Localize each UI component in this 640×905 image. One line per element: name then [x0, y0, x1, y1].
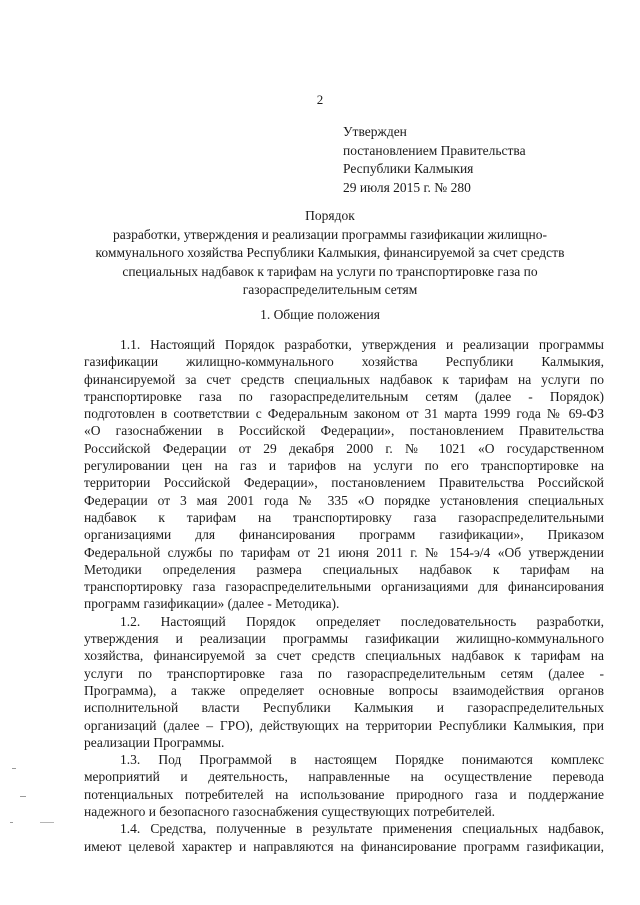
paragraph-1-1 [84, 336, 604, 613]
scan-speck [10, 822, 13, 823]
text-line: потенциальных потребителей на использование природного газа и поддержание [84, 786, 604, 802]
title-heading: Порядок [305, 208, 355, 223]
title-line: разработки, утверждения и реализации программы газификации жилищно- [113, 226, 547, 242]
text-line: имеют целевой характер и направляются на финансирование программ газификации, [84, 838, 604, 854]
approval-date-line: 29 июля 2015 г. № 280 [343, 179, 471, 195]
title-line: коммунального хозяйства Республики Калмыкия, финансируемой за счет средств [95, 245, 565, 260]
title-line: специальных надбавок к тарифам на услуги по транспортировке газа по [122, 263, 538, 279]
text-line: 1.4. Средства, полученные в результате применения специальных надбавок, [120, 821, 604, 837]
text-line: хозяйства, финансируемой за счет средств специальных надбавок к тарифам на [84, 648, 604, 664]
text-line: утверждения и реализации программы газификации жилищно-коммунального [84, 631, 604, 647]
text-line: исполнительной власти Республики Калмыкия и газораспределительных [84, 700, 604, 716]
scan-margin-marks [0, 760, 70, 850]
scan-speck [20, 796, 26, 797]
text-line: «О газоснабжении в Российской Федерации», постановлением Правительства [84, 423, 604, 439]
approval-line: Республики Калмыкия [343, 161, 474, 176]
scan-speck [40, 822, 54, 823]
text-line: организациями для финансирования программ газификации», Приказом [84, 527, 604, 543]
text-line: газификации жилищно-коммунального хозяйства Республики Калмыкия, [84, 354, 604, 370]
approval-block [343, 123, 526, 197]
text-line: Федеральной службы по тарифам от 21 июня 2011 г. № 154-э/4 «Об утверждении [84, 544, 604, 560]
text-line: Программа), а также определяет основные вопросы взаимодействия органов [84, 682, 604, 698]
page-number: 2 [316, 92, 324, 107]
text-line: 1.1. Настоящий Порядок разработки, утверждения и реализации программы [120, 337, 604, 352]
title-line: газораспределительным сетям [242, 282, 418, 297]
text-line: 1.2. Настоящий Порядок определяет последовательность разработки, [120, 613, 604, 629]
text-line: Российской Федерации от 29 декабря 2000 г. № 1021 «О государственном [84, 440, 604, 456]
scan-speck [12, 768, 16, 769]
text-line: территории Российской Федерации», постановлением Правительства Российской [84, 475, 604, 491]
section-heading: 1. Общие положения [260, 307, 380, 322]
text-line: финансируемой за счет средств специальных надбавок к тарифам на услуги по [84, 371, 604, 387]
approval-line: Утвержден [343, 124, 407, 139]
text-line: надежного и безопасного газоснабжения существующих потребителей. [84, 804, 496, 820]
text-line: мероприятий и деятельность, направленные на осуществление перевода [84, 769, 604, 785]
text-line: надбавок к тарифам на транспортировку газа газораспределительными [84, 509, 604, 525]
text-line: услуги по транспортировке газа по газораспределительным сетям (далее - [84, 665, 604, 681]
text-line: Методики определения размера специальных надбавок к тарифам на [84, 561, 604, 577]
text-line: Федерации от 3 мая 2001 года № 335 «О порядке установления специальных [84, 492, 604, 508]
paragraph-1-2 [84, 613, 604, 751]
approval-line: постановлением Правительства [343, 142, 526, 158]
text-line: подготовлен в соответствии с Федеральным законом от 31 марта 1999 года № 69-ФЗ [84, 406, 604, 422]
paragraph-1-3 [84, 751, 604, 820]
text-line: реализации Программы. [84, 734, 225, 750]
document-body [84, 336, 604, 855]
text-line: 1.3. Под Программой в настоящем Порядке понимаются комплекс [120, 752, 604, 768]
text-line: транспортировку газа газораспределительными организациями для финансирования [84, 579, 604, 595]
document-title [80, 207, 580, 300]
text-line: транспортировке газа по газораспределительным сетям (далее - Порядок) [84, 388, 604, 404]
text-line: организаций (далее – ГРО), действующих на территории Республики Калмыкия, при [84, 717, 604, 733]
paragraph-1-4 [84, 820, 604, 855]
text-line: регулировании цен на газ и тарифов на услуги по его транспортировке на [84, 458, 604, 474]
text-line: программ газификации» (далее - Методика). [84, 596, 340, 612]
